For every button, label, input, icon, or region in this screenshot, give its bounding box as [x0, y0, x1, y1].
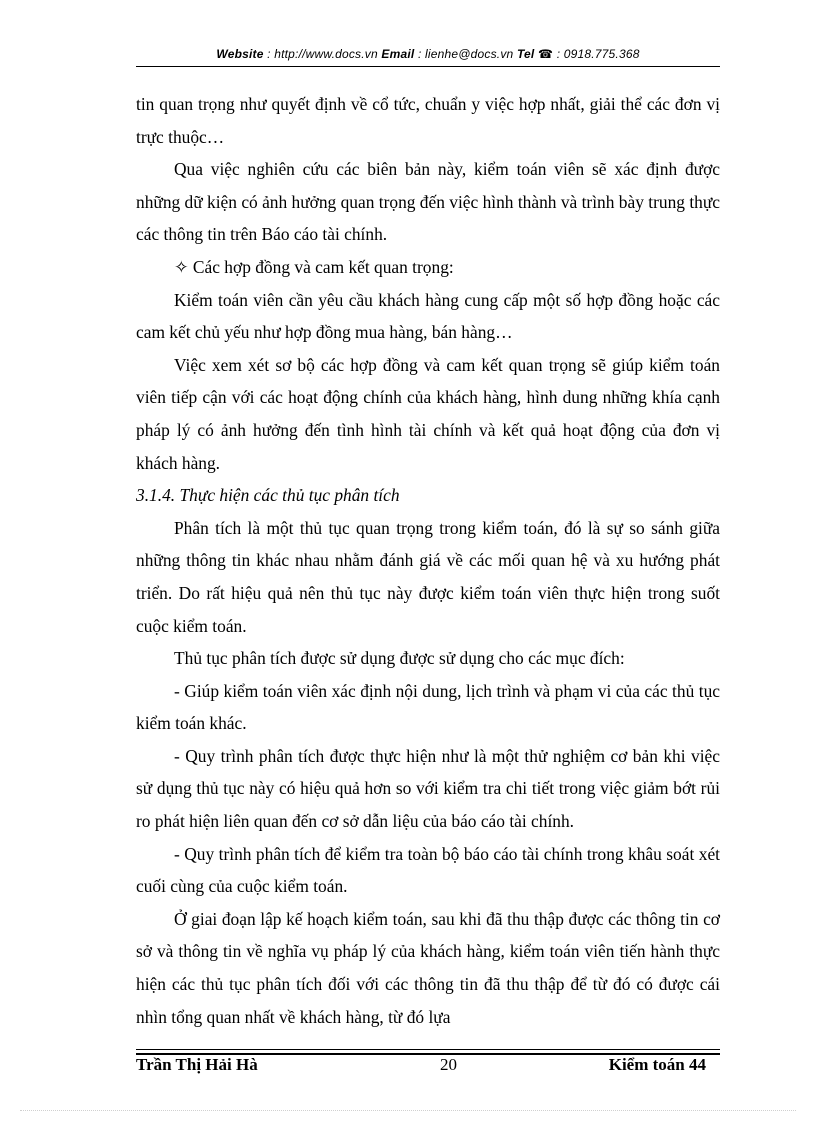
email-label: Email [381, 47, 415, 61]
footer-author: Trần Thị Hải Hà [136, 1055, 258, 1074]
footer-course: Kiểm toán 44 [608, 1055, 706, 1074]
paragraph: Qua việc nghiên cứu các biên bản này, kiểm toán viên sẽ xác định được những dữ kiện có ảnh hưởng quan trọng đến việc hình thành và trình bày trung thực các thông tin trên Báo cáo tài chính. [136, 159, 720, 245]
paragraph: Ở giai đoạn lập kế hoạch kiểm toán, sau khi đã thu thập được các thông tin cơ sở và thông tin về nghĩa vụ pháp lý của khách hàng, kiểm toán viên tiến hành thực hiện các thủ tục phân tích đối với các thông tin đã thu thập để từ đó có được cái nhìn tổng quan nhất về khách hàng, từ đó lựa [136, 908, 720, 1027]
paragraph: Phân tích là một thủ tục quan trọng trong kiểm toán, đó là sự so sánh giữa những thông tin khác nhau nhằm đánh giá về các mối quan hệ và xu hướng phát triển. Do rất hiệu quả nên thủ tục này được kiểm toán viên thực hiện trong suốt cuộc kiểm toán. [136, 517, 720, 636]
footer-page-number: 20 [440, 1055, 457, 1074]
list-item: - Quy trình phân tích được thực hiện như là một thử nghiệm cơ bản khi việc sử dụng thủ tục này có hiệu quả hơn so với kiểm tra chi tiết trong việc giảm bớt rủi ro phát hiện liên quan đến cơ sở dẫn liệu của báo cáo tài chính. [136, 745, 720, 832]
paragraph: Kiểm toán viên cần yêu cầu khách hàng cung cấp một số hợp đồng hoặc các cam kết chủ yếu như hợp đồng mua hàng, bán hàng… [136, 289, 720, 343]
tel-label: Tel [516, 47, 535, 61]
header-divider [136, 66, 720, 67]
paragraph-continuation: tin quan trọng như quyết định về cổ tức, chuẩn y việc hợp nhất, giải thể các đơn vị trực thuộc… [136, 94, 720, 147]
tel-value: ☎ : 0918.775.368 [538, 47, 640, 61]
website-value: : http://www.docs.vn [267, 47, 378, 61]
paragraph: Thủ tục phân tích được sử dụng được sử dụng cho các mục đích: [174, 648, 625, 669]
page-edge-divider [20, 1110, 796, 1111]
paragraph: Việc xem xét sơ bộ các hợp đồng và cam kết quan trọng sẽ giúp kiểm toán viên tiếp cận với các hoạt động chính của khách hàng, hình dung những khía cạnh pháp lý có ảnh hưởng đến tình hình tài chính và kết quả hoạt động của đơn vị khách hàng. [136, 354, 720, 473]
page-header [136, 47, 720, 61]
list-item: - Quy trình phân tích để kiểm tra toàn bộ báo cáo tài chính trong khâu soát xét cuối cùng của cuộc kiểm toán. [136, 843, 720, 897]
list-item: - Giúp kiểm toán viên xác định nội dung, lịch trình và phạm vi của các thủ tục kiểm toán khác. [136, 680, 720, 734]
email-value: : lienhe@docs.vn [417, 47, 514, 61]
footer-divider-thin [136, 1049, 720, 1050]
bullet-heading: ✧ Các hợp đồng và cam kết quan trọng: [174, 256, 454, 277]
section-heading: 3.1.4. Thực hiện các thủ tục phân tích [136, 485, 400, 506]
body-text [136, 88, 720, 1033]
website-label: Website [216, 47, 264, 61]
page-footer [136, 1055, 720, 1079]
